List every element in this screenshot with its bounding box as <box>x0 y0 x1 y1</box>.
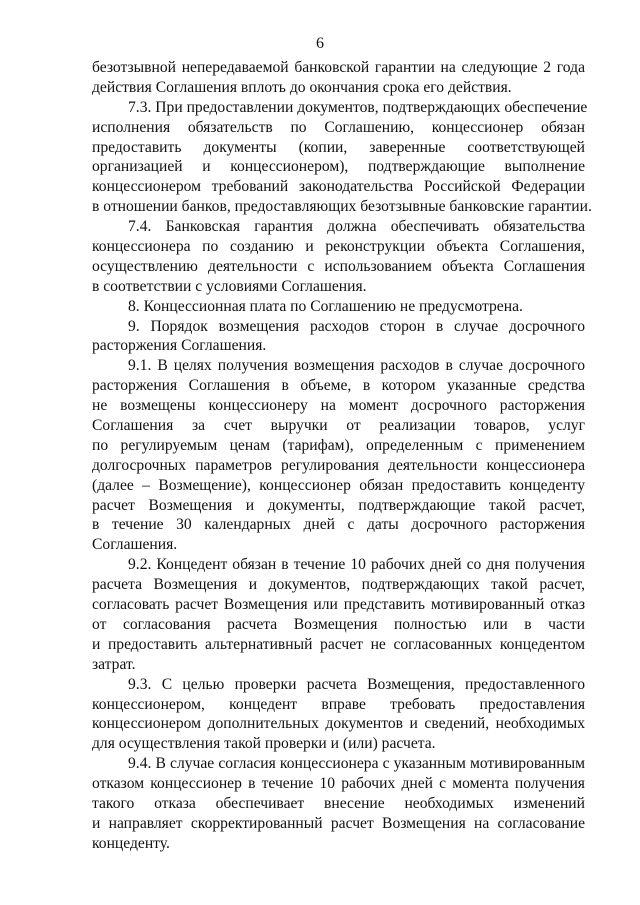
text-line: концессионером, концедент вправе требовать предоставления <box>92 695 585 713</box>
text-line: 9.4. В случае согласия концессионера с указанным мотивированным <box>128 755 585 773</box>
text-line: такого отказа обеспечивает внесение необходимых изменений <box>92 794 585 812</box>
text-line: затрат. <box>92 655 136 673</box>
text-line: расторжения Соглашения в объеме, в котором указанные средства <box>92 377 585 395</box>
text-line: концессионера по созданию и реконструкции объекта Соглашения, <box>92 238 585 256</box>
text-line: Соглашения. <box>92 536 178 554</box>
text-line: долгосрочных параметров регулирования деятельности концессионера <box>92 456 585 474</box>
text-line: действия Соглашения вплоть до окончания срока его действия. <box>92 78 512 96</box>
text-line: 9.1. В целях получения возмещения расходов в случае досрочного <box>128 357 585 375</box>
text-line: организацией и концессионером), подтверждающие выполнение <box>92 158 585 176</box>
text-line: и предоставить альтернативный расчет не согласованных концедентом <box>92 635 585 653</box>
text-line: 8. Концессионная плата по Соглашению не предусмотрена. <box>128 297 523 315</box>
text-line: предоставить документы (копии, заверенные соответствующей <box>92 138 585 156</box>
text-line: (далее – Возмещение), концессионер обязан предоставить концеденту <box>92 476 585 494</box>
text-line: 7.4. Банковская гарантия должна обеспечивать обязательства <box>128 218 585 236</box>
text-line: концессионером требований законодательства Российской Федерации <box>92 178 585 196</box>
document-body-text <box>92 58 592 854</box>
text-line: концеденту. <box>92 834 170 852</box>
text-line: Соглашения за счет выручки от реализации товаров, услуг <box>92 417 585 435</box>
text-line: 9.2. Концедент обязан в течение 10 рабочих дней со дня получения <box>128 556 585 574</box>
text-line: от согласования расчета Возмещения полностью или в части <box>92 615 585 633</box>
text-line: согласовать расчет Возмещения или представить мотивированный отказ <box>92 596 585 614</box>
text-line: по регулируемым ценам (тарифам), определенным с применением <box>92 436 585 454</box>
text-line: отказом концессионер в течение 10 рабочих дней с момента получения <box>92 775 585 793</box>
text-line: в соответствии с условиями Соглашения. <box>92 277 367 295</box>
text-line: исполнения обязательств по Соглашению, концессионер обязан <box>92 118 585 136</box>
text-line: в течение 30 календарных дней с даты досрочного расторжения <box>92 516 585 534</box>
text-line: расчета Возмещения и документов, подтверждающих такой расчет, <box>92 576 585 594</box>
text-line: концессионером дополнительных документов и сведений, необходимых <box>92 715 585 733</box>
text-line: не возмещены концессионеру на момент досрочного расторжения <box>92 397 585 415</box>
text-line: 9. Порядок возмещения расходов сторон в случае досрочного <box>128 317 585 335</box>
text-line: 9.3. С целью проверки расчета Возмещения, предоставленного <box>128 675 585 693</box>
text-line: и направляет скорректированный расчет Возмещения на согласование <box>92 814 585 832</box>
text-line: осуществлению деятельности с использованием объекта Соглашения <box>92 257 585 275</box>
text-line: безотзывной непередаваемой банковской гарантии на следующие 2 года <box>92 59 585 76</box>
text-line: расторжения Соглашения. <box>92 337 267 355</box>
text-line: расчет Возмещения и документы, подтверждающие такой расчет, <box>92 496 585 514</box>
page-number: 6 <box>316 35 324 52</box>
text-line: в отношении банков, предоставляющих безотзывные банковские гарантии. <box>92 198 592 216</box>
text-line: 7.3. При предоставлении документов, подтверждающих обеспечение <box>128 98 588 116</box>
text-line: для осуществления такой проверки и (или) расчета. <box>92 735 436 753</box>
